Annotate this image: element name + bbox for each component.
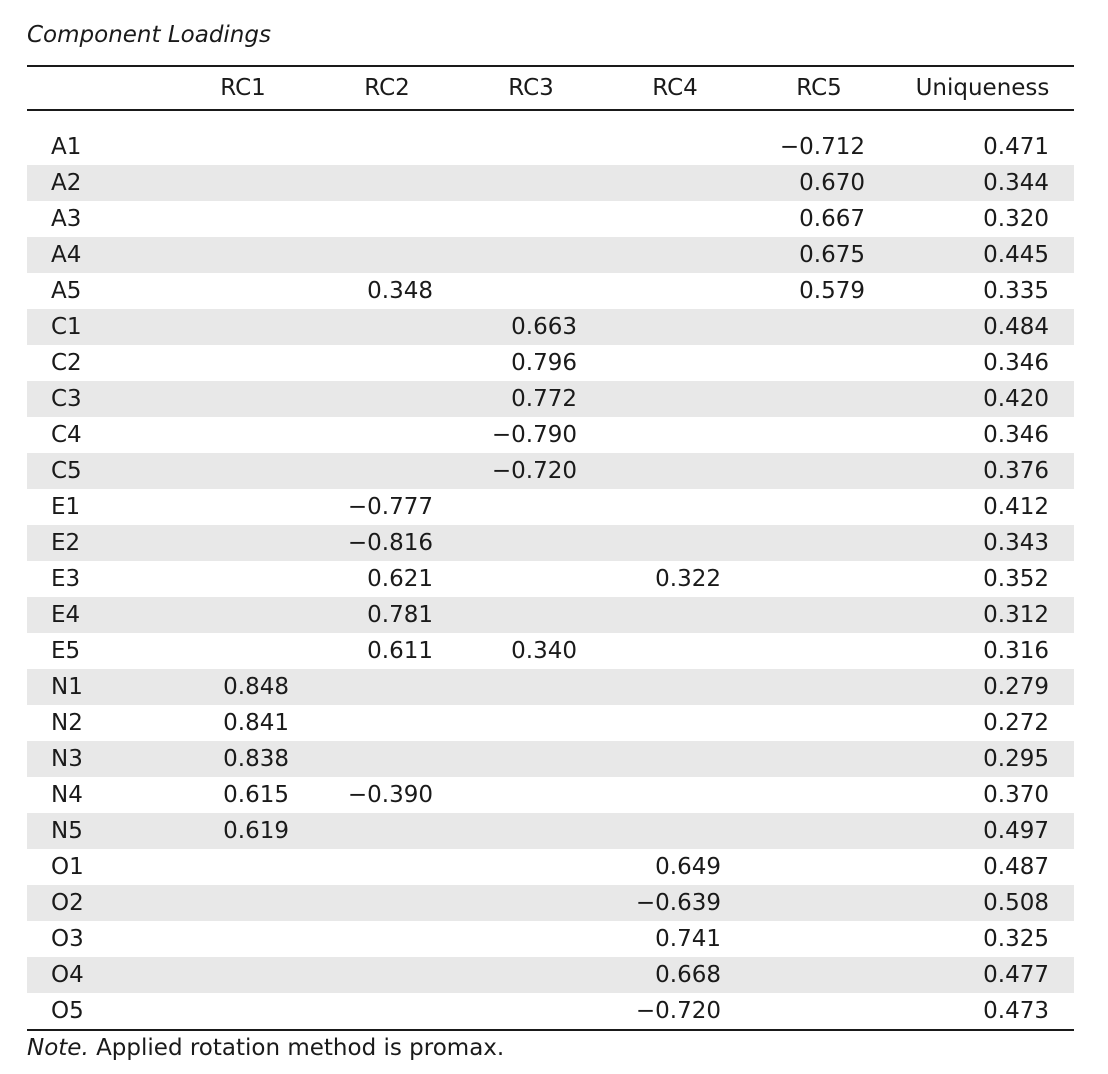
table-row <box>27 921 1074 957</box>
rc4-cell <box>603 633 747 669</box>
rc3-cell <box>459 741 603 777</box>
rc3-cell <box>459 921 603 957</box>
rc5-cell: −0.712 <box>747 129 891 165</box>
rc3-cell <box>459 237 603 273</box>
table-row <box>27 777 1074 813</box>
uniqueness-cell: 0.312 <box>891 597 1074 633</box>
rc1-cell: 0.838 <box>171 741 315 777</box>
rc3-cell: 0.772 <box>459 381 603 417</box>
table-note <box>27 1035 504 1061</box>
rc3-cell <box>459 597 603 633</box>
table-body <box>27 110 1074 1030</box>
rc1-cell <box>171 237 315 273</box>
table-row <box>27 741 1074 777</box>
table-row <box>27 453 1074 489</box>
rc5-cell <box>747 309 891 345</box>
rc3-cell <box>459 201 603 237</box>
column-header-rc5: RC5 <box>796 75 842 101</box>
note-label: Note. <box>27 1035 89 1061</box>
uniqueness-cell: 0.445 <box>891 237 1074 273</box>
rc2-cell <box>315 381 459 417</box>
rc4-cell: 0.668 <box>603 957 747 993</box>
rc1-cell <box>171 525 315 561</box>
rc4-cell <box>603 489 747 525</box>
uniqueness-cell: 0.316 <box>891 633 1074 669</box>
rc1-cell <box>171 633 315 669</box>
table-bottom-rule <box>27 1030 1074 1031</box>
table-row <box>27 669 1074 705</box>
rc2-cell <box>315 957 459 993</box>
variable-cell: N2 <box>27 705 171 741</box>
rc3-cell: −0.790 <box>459 417 603 453</box>
rc4-cell <box>603 741 747 777</box>
rc1-cell: 0.848 <box>171 669 315 705</box>
rc3-cell <box>459 705 603 741</box>
rc2-cell <box>315 345 459 381</box>
variable-cell: A4 <box>27 237 171 273</box>
rc1-cell <box>171 561 315 597</box>
rc1-cell <box>171 885 315 921</box>
column-header-rc1: RC1 <box>220 75 266 101</box>
table-row <box>27 201 1074 237</box>
rc2-cell: 0.781 <box>315 597 459 633</box>
rc4-cell <box>603 525 747 561</box>
rc1-cell: 0.841 <box>171 705 315 741</box>
rc2-cell <box>315 885 459 921</box>
rc4-cell <box>603 165 747 201</box>
table-row <box>27 885 1074 921</box>
variable-cell: C3 <box>27 381 171 417</box>
rc4-cell <box>603 237 747 273</box>
rc2-cell <box>315 669 459 705</box>
rc3-cell <box>459 777 603 813</box>
note-text: Applied rotation method is promax. <box>88 1035 505 1061</box>
rc4-cell <box>603 417 747 453</box>
variable-cell: N5 <box>27 813 171 849</box>
rc5-cell <box>747 633 891 669</box>
uniqueness-cell: 0.484 <box>891 309 1074 345</box>
rc4-cell: 0.741 <box>603 921 747 957</box>
variable-cell: A1 <box>27 129 171 165</box>
rc5-cell <box>747 417 891 453</box>
rc1-cell <box>171 381 315 417</box>
table-header-row <box>27 66 1074 110</box>
rc5-cell: 0.675 <box>747 237 891 273</box>
rc4-cell: 0.649 <box>603 849 747 885</box>
table-row <box>27 345 1074 381</box>
rc5-cell <box>747 381 891 417</box>
rc5-cell <box>747 705 891 741</box>
rc2-cell: 0.348 <box>315 273 459 309</box>
table-title: Component Loadings <box>27 22 271 48</box>
uniqueness-cell: 0.343 <box>891 525 1074 561</box>
table-row <box>27 705 1074 741</box>
rc1-cell <box>171 993 315 1030</box>
variable-cell: E4 <box>27 597 171 633</box>
uniqueness-cell: 0.320 <box>891 201 1074 237</box>
uniqueness-cell: 0.272 <box>891 705 1074 741</box>
rc2-cell <box>315 237 459 273</box>
rc5-cell: 0.579 <box>747 273 891 309</box>
rc5-cell <box>747 669 891 705</box>
uniqueness-cell: 0.473 <box>891 993 1074 1030</box>
rc2-cell <box>315 705 459 741</box>
rc1-cell <box>171 597 315 633</box>
rc2-cell: −0.390 <box>315 777 459 813</box>
rc2-cell: 0.611 <box>315 633 459 669</box>
rc5-cell: 0.667 <box>747 201 891 237</box>
rc4-cell <box>603 273 747 309</box>
rc2-cell <box>315 741 459 777</box>
rc4-cell <box>603 129 747 165</box>
rc3-cell <box>459 885 603 921</box>
rc4-cell <box>603 453 747 489</box>
rc3-cell <box>459 813 603 849</box>
table-row <box>27 381 1074 417</box>
header-spacer <box>27 110 1074 129</box>
rc1-cell <box>171 309 315 345</box>
rc3-cell: −0.720 <box>459 453 603 489</box>
rc5-cell <box>747 561 891 597</box>
rc3-cell <box>459 165 603 201</box>
column-header-rc4: RC4 <box>652 75 698 101</box>
rc2-cell <box>315 201 459 237</box>
rc5-cell <box>747 885 891 921</box>
table-row <box>27 561 1074 597</box>
variable-cell: E5 <box>27 633 171 669</box>
rc3-cell <box>459 273 603 309</box>
variable-cell: O5 <box>27 993 171 1030</box>
rc1-cell: 0.619 <box>171 813 315 849</box>
rc4-cell: 0.322 <box>603 561 747 597</box>
rc1-cell <box>171 957 315 993</box>
rc5-cell <box>747 597 891 633</box>
rc5-cell <box>747 741 891 777</box>
uniqueness-cell: 0.376 <box>891 453 1074 489</box>
rc2-cell <box>315 165 459 201</box>
rc3-cell <box>459 489 603 525</box>
rc3-cell <box>459 669 603 705</box>
rc4-cell <box>603 381 747 417</box>
table-row <box>27 237 1074 273</box>
variable-cell: O2 <box>27 885 171 921</box>
rc5-cell <box>747 525 891 561</box>
column-header-variable <box>27 66 171 110</box>
rc1-cell <box>171 849 315 885</box>
rc5-cell <box>747 993 891 1030</box>
rc2-cell <box>315 417 459 453</box>
rc1-cell <box>171 417 315 453</box>
variable-cell: N4 <box>27 777 171 813</box>
component-loadings-table <box>27 65 1074 1031</box>
rc1-cell <box>171 453 315 489</box>
rc4-cell <box>603 309 747 345</box>
uniqueness-cell: 0.497 <box>891 813 1074 849</box>
uniqueness-cell: 0.471 <box>891 129 1074 165</box>
rc5-cell <box>747 345 891 381</box>
variable-cell: A3 <box>27 201 171 237</box>
rc2-cell <box>315 993 459 1030</box>
rc4-cell <box>603 597 747 633</box>
rc2-cell: −0.816 <box>315 525 459 561</box>
rc3-cell <box>459 129 603 165</box>
rc2-cell: −0.777 <box>315 489 459 525</box>
rc3-cell <box>459 993 603 1030</box>
table-row <box>27 129 1074 165</box>
uniqueness-cell: 0.279 <box>891 669 1074 705</box>
rc2-cell <box>315 129 459 165</box>
rc3-cell <box>459 957 603 993</box>
rc2-cell <box>315 849 459 885</box>
rc3-cell <box>459 561 603 597</box>
variable-cell: E1 <box>27 489 171 525</box>
rc4-cell <box>603 201 747 237</box>
uniqueness-cell: 0.346 <box>891 345 1074 381</box>
variable-cell: O3 <box>27 921 171 957</box>
table-row <box>27 957 1074 993</box>
table-row <box>27 597 1074 633</box>
uniqueness-cell: 0.344 <box>891 165 1074 201</box>
rc2-cell <box>315 309 459 345</box>
rc5-cell <box>747 849 891 885</box>
variable-cell: C2 <box>27 345 171 381</box>
table-row <box>27 273 1074 309</box>
variable-cell: A2 <box>27 165 171 201</box>
rc1-cell: 0.615 <box>171 777 315 813</box>
column-header-rc2: RC2 <box>364 75 410 101</box>
rc1-cell <box>171 921 315 957</box>
rc1-cell <box>171 489 315 525</box>
table-row <box>27 165 1074 201</box>
rc4-cell <box>603 813 747 849</box>
variable-cell: C4 <box>27 417 171 453</box>
rc5-cell <box>747 777 891 813</box>
rc4-cell <box>603 345 747 381</box>
rc4-cell <box>603 669 747 705</box>
variable-cell: E2 <box>27 525 171 561</box>
table-row <box>27 309 1074 345</box>
rc2-cell <box>315 453 459 489</box>
rc5-cell: 0.670 <box>747 165 891 201</box>
uniqueness-cell: 0.325 <box>891 921 1074 957</box>
rc1-cell <box>171 201 315 237</box>
rc5-cell <box>747 489 891 525</box>
rc5-cell <box>747 921 891 957</box>
uniqueness-cell: 0.295 <box>891 741 1074 777</box>
variable-cell: C5 <box>27 453 171 489</box>
rc5-cell <box>747 453 891 489</box>
uniqueness-cell: 0.335 <box>891 273 1074 309</box>
uniqueness-cell: 0.477 <box>891 957 1074 993</box>
uniqueness-cell: 0.346 <box>891 417 1074 453</box>
rc3-cell: 0.663 <box>459 309 603 345</box>
variable-cell: E3 <box>27 561 171 597</box>
rc4-cell <box>603 777 747 813</box>
uniqueness-cell: 0.370 <box>891 777 1074 813</box>
uniqueness-cell: 0.352 <box>891 561 1074 597</box>
rc1-cell <box>171 273 315 309</box>
uniqueness-cell: 0.508 <box>891 885 1074 921</box>
uniqueness-cell: 0.412 <box>891 489 1074 525</box>
table-row <box>27 813 1074 849</box>
table-row <box>27 633 1074 669</box>
column-header-rc3: RC3 <box>508 75 554 101</box>
variable-cell: N3 <box>27 741 171 777</box>
table-row <box>27 993 1074 1030</box>
rc1-cell <box>171 165 315 201</box>
rc3-cell <box>459 849 603 885</box>
uniqueness-cell: 0.487 <box>891 849 1074 885</box>
table-row <box>27 489 1074 525</box>
variable-cell: C1 <box>27 309 171 345</box>
variable-cell: N1 <box>27 669 171 705</box>
variable-cell: O4 <box>27 957 171 993</box>
variable-cell: A5 <box>27 273 171 309</box>
rc4-cell <box>603 705 747 741</box>
rc5-cell <box>747 957 891 993</box>
rc3-cell: 0.340 <box>459 633 603 669</box>
rc4-cell: −0.720 <box>603 993 747 1030</box>
rc3-cell: 0.796 <box>459 345 603 381</box>
rc5-cell <box>747 813 891 849</box>
rc4-cell: −0.639 <box>603 885 747 921</box>
variable-cell: O1 <box>27 849 171 885</box>
rc1-cell <box>171 129 315 165</box>
rc3-cell <box>459 525 603 561</box>
uniqueness-cell: 0.420 <box>891 381 1074 417</box>
table-row <box>27 849 1074 885</box>
rc1-cell <box>171 345 315 381</box>
table-row <box>27 417 1074 453</box>
rc2-cell <box>315 921 459 957</box>
rc2-cell <box>315 813 459 849</box>
column-header-uniqueness: Uniqueness <box>915 75 1050 101</box>
rc2-cell: 0.621 <box>315 561 459 597</box>
table-row <box>27 525 1074 561</box>
